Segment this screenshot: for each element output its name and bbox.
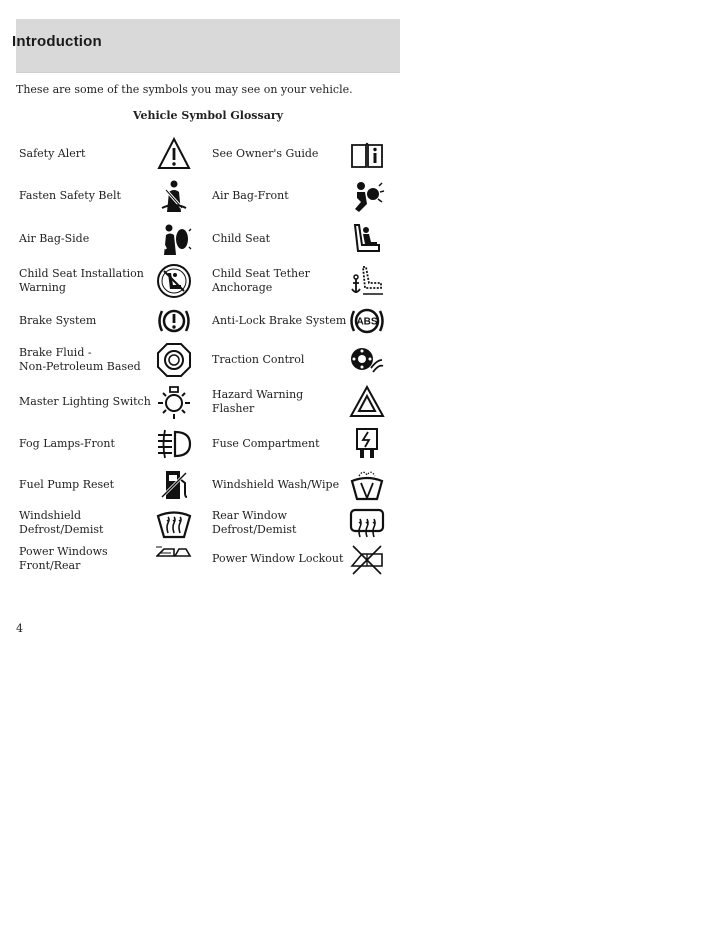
symbol-label: Rear Window Defrost/Demist	[212, 509, 297, 536]
symbol-label: See Owner's Guide	[212, 147, 319, 160]
glossary-row	[0, 301, 728, 341]
glossary-row	[0, 261, 728, 301]
symbol-label: Child Seat Tether Anchorage	[212, 267, 310, 294]
fog-lamps-icon	[156, 426, 192, 462]
abs-icon	[349, 303, 385, 339]
airbag-front-icon	[349, 178, 385, 214]
fuse-compartment-icon	[349, 426, 385, 462]
symbol-label: Brake Fluid - Non-Petroleum Based	[19, 346, 141, 373]
symbol-label: Brake System	[19, 314, 97, 327]
symbol-label: Fuse Compartment	[212, 437, 320, 450]
glossary-row	[0, 176, 728, 216]
tether-anchor-icon	[349, 263, 385, 299]
hazard-flasher-icon	[349, 384, 385, 420]
svg-text:ABS: ABS	[356, 316, 378, 328]
glossary-row	[0, 465, 728, 505]
symbol-label: Power Windows Front/Rear	[19, 545, 108, 572]
symbol-label: Traction Control	[212, 353, 305, 366]
airbag-side-icon	[156, 221, 192, 257]
symbol-label: Anti-Lock Brake System	[212, 314, 347, 327]
symbol-label: Fuel Pump Reset	[19, 478, 115, 491]
symbol-label: Master Lighting Switch	[19, 395, 151, 408]
symbol-label: Windshield Defrost/Demist	[19, 509, 104, 536]
glossary-row	[0, 382, 728, 422]
symbol-label: Fasten Safety Belt	[19, 189, 121, 202]
child-seat-icon	[349, 221, 385, 257]
brake-fluid-icon	[156, 342, 192, 378]
symbol-label: Windshield Wash/Wipe	[212, 478, 340, 491]
wash-wipe-icon	[349, 467, 385, 503]
seat-belt-icon	[156, 178, 192, 214]
lighting-switch-icon	[156, 384, 192, 420]
fuel-pump-icon	[156, 467, 192, 503]
glossary-row	[0, 134, 728, 174]
symbol-label: Air Bag-Front	[212, 189, 289, 202]
window-lockout-icon	[349, 541, 385, 577]
glossary-row	[0, 219, 728, 259]
glossary-row	[0, 340, 728, 380]
symbol-label: Power Window Lockout	[212, 552, 344, 565]
glossary-row	[0, 539, 728, 579]
traction-control-icon	[349, 342, 385, 378]
glossary-row	[0, 503, 728, 543]
symbol-label: Child Seat Installation Warning	[19, 267, 144, 294]
symbol-label: Fog Lamps-Front	[19, 437, 115, 450]
symbol-label: Air Bag-Side	[19, 232, 90, 245]
symbol-label: Child Seat	[212, 232, 271, 245]
rear-defrost-icon	[349, 505, 385, 541]
glossary-title: Vehicle Symbol Glossary	[132, 109, 284, 122]
owners-guide-icon	[349, 136, 385, 172]
glossary-row	[0, 424, 728, 464]
intro-text: These are some of the symbols you may see on your vehicle.	[16, 83, 353, 96]
power-windows-icon	[156, 539, 192, 575]
child-seat-warning-icon	[156, 263, 192, 299]
brake-system-icon	[156, 303, 192, 339]
page-number: 4	[16, 622, 23, 635]
symbol-label: Hazard Warning Flasher	[212, 388, 304, 415]
safety-alert-icon	[156, 136, 192, 172]
section-title: Introduction	[12, 33, 102, 50]
windshield-defrost-icon	[156, 505, 192, 541]
symbol-label: Safety Alert	[19, 147, 86, 160]
